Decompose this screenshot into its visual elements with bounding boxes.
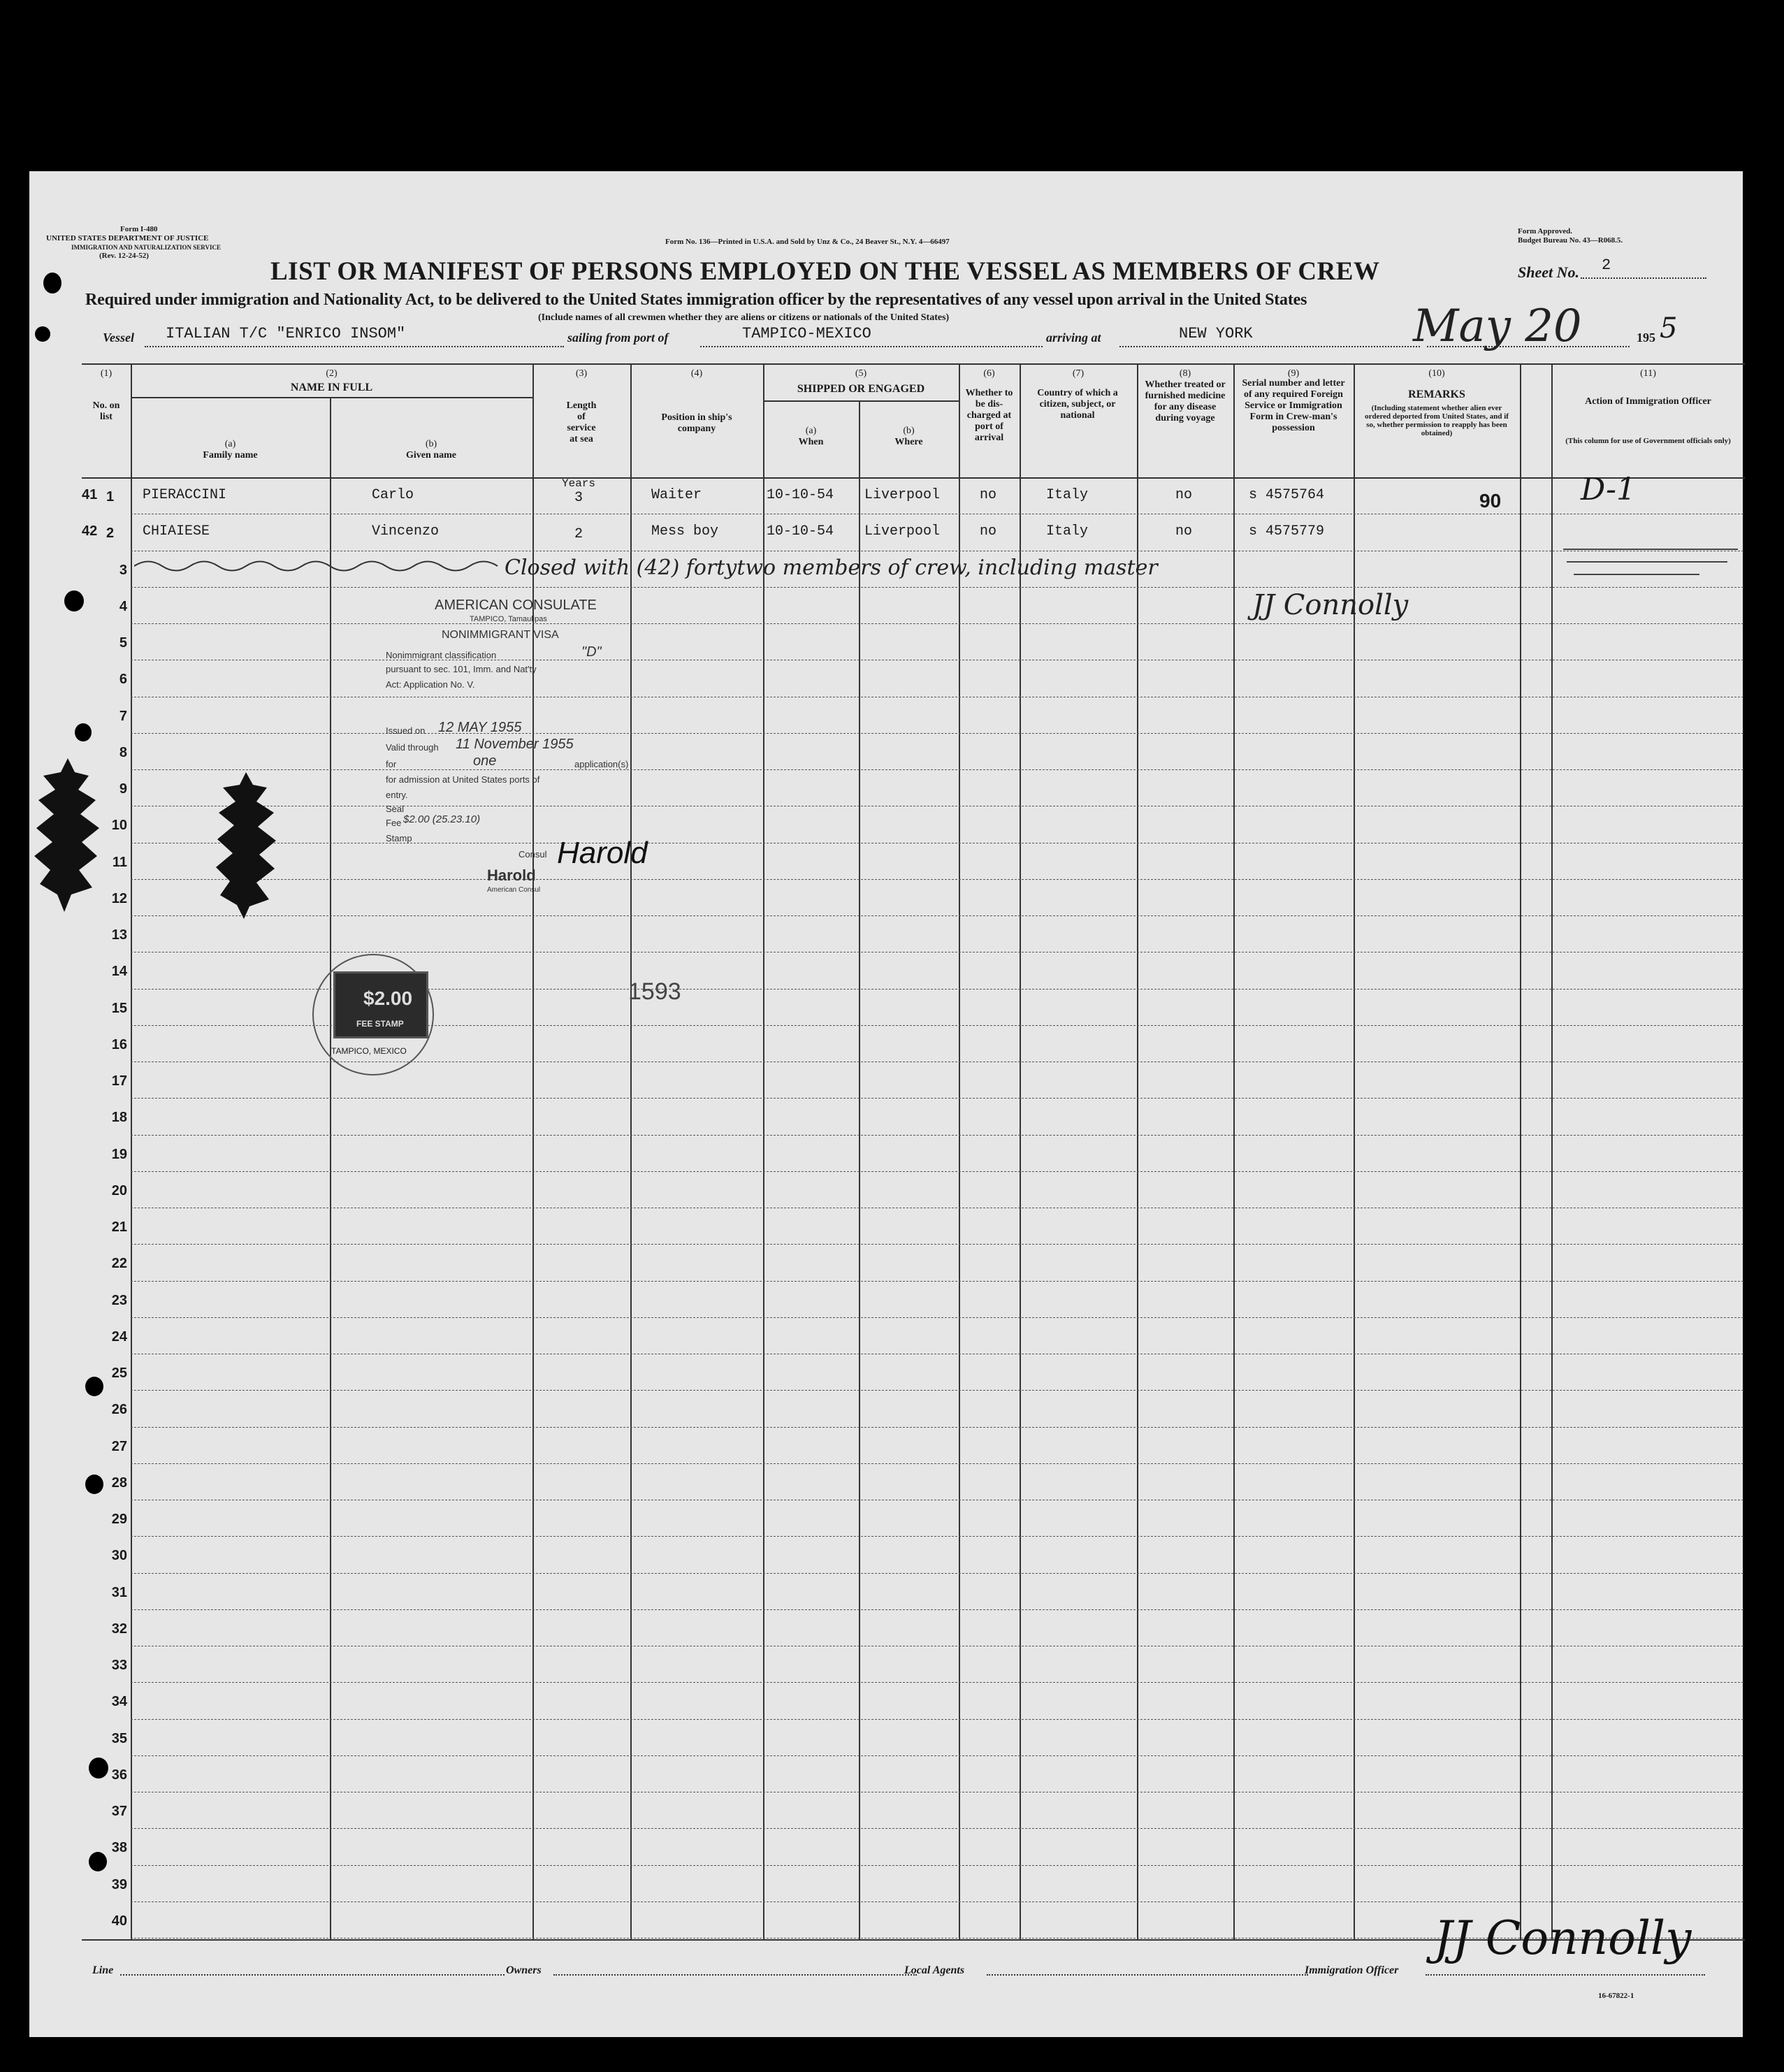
stamp-for-value: one [473, 753, 497, 769]
col-8-number: (8) [1179, 368, 1191, 379]
officer-signature: JJ Connolly [1434, 1911, 1692, 1965]
service-length: 2 [574, 526, 583, 543]
line-number: 36 [111, 1767, 127, 1783]
col-4-number: (4) [690, 368, 703, 379]
col-2-number: (2) [326, 368, 338, 379]
col-5-header: SHIPPED OR ENGAGED [797, 383, 925, 395]
col-1-header: No. on list [92, 400, 120, 422]
col-10-note: (Including statement whether alien ever ordered deported from United States, and if so, whether permission to reapply has been obtained) [1365, 404, 1509, 437]
position: Mess boy [651, 523, 719, 540]
line-number: 29 [111, 1512, 127, 1527]
line-number: 17 [111, 1073, 127, 1089]
row-rule [131, 1135, 1743, 1136]
table-top-border [82, 363, 1745, 365]
row-rule [131, 1427, 1743, 1428]
row-margin-number: 41 [82, 487, 98, 502]
col-5b-number: (b) [903, 426, 915, 436]
stamp-entry: entry. [386, 790, 408, 800]
line-number: 10 [111, 818, 127, 834]
line-number: 18 [111, 1110, 127, 1126]
row-rule [131, 1098, 1743, 1099]
stamp-valid-value: 11 November 1955 [456, 737, 574, 752]
line-number: 16 [111, 1036, 127, 1052]
country: Italy [1046, 487, 1089, 503]
position: Waiter [651, 487, 702, 503]
stamp-title: AMERICAN CONSULATE [435, 597, 597, 613]
stamp-visa: NONIMMIGRANT VISA [442, 629, 559, 641]
row-rule [131, 1755, 1743, 1756]
row-rule [131, 1171, 1743, 1172]
shipped-when: 10-10-54 [767, 523, 834, 540]
ink-blot-right [215, 772, 277, 919]
line-number: 21 [111, 1219, 127, 1235]
sailing-value: TAMPICO-MEXICO [742, 325, 871, 342]
col-7-header: Country of which a citizen, subject, or national [1037, 388, 1118, 421]
row-rule [131, 1573, 1743, 1574]
line-number: 14 [111, 964, 127, 980]
row-rule [131, 1536, 1743, 1537]
stamp-seal: Seal [386, 804, 405, 814]
medicine: no [1175, 523, 1193, 540]
col-2b-number: (b) [425, 439, 437, 449]
col-10-number: (10) [1428, 368, 1445, 379]
approval-line-1: Form Approved. [1518, 227, 1573, 236]
col-3-header: Length of service at sea [566, 400, 597, 444]
stamp-applications: application(s) [574, 759, 629, 769]
line-number: 3 [119, 562, 127, 578]
row-rule [131, 587, 1743, 588]
col-3-number: (3) [575, 368, 588, 379]
line-number: 23 [111, 1292, 127, 1308]
stamp-fee-value: $2.00 (25.23.10) [403, 813, 481, 825]
discharged: no [980, 487, 997, 503]
row-rule [131, 733, 1743, 734]
line-number: 30 [111, 1548, 127, 1564]
row-rule [131, 1609, 1743, 1610]
row-rule [131, 1281, 1743, 1282]
row-rule [131, 1463, 1743, 1464]
row-rule [131, 1682, 1743, 1683]
sheet-value: 2 [1602, 256, 1611, 274]
approval-line-2: Budget Bureau No. 43—R068.5. [1518, 236, 1623, 245]
row-rule [131, 623, 1743, 624]
col-7-number: (7) [1072, 368, 1085, 379]
service-unit: Years [562, 477, 596, 490]
row-margin-number: 42 [82, 523, 98, 539]
fee-stamp [333, 971, 428, 1038]
stamp-consul-title: American Consul [487, 886, 541, 894]
col-10-header: REMARKS [1408, 389, 1465, 400]
footer-agents-label: Local Agents [904, 1964, 965, 1976]
sheet-label: Sheet No. [1518, 263, 1579, 281]
row-number: 2 [106, 526, 115, 542]
revision-date: (Rev. 12-24-52) [99, 252, 149, 260]
line-number: 9 [119, 781, 127, 797]
row-rule [131, 1317, 1743, 1318]
serial-number: s 4575764 [1249, 487, 1325, 503]
stamp-issued-value: 12 MAY 1955 [438, 720, 522, 735]
row-rule [131, 1390, 1743, 1391]
stamp-number: 1593 [628, 978, 681, 1005]
row-rule [131, 1719, 1743, 1720]
col-4-header: Position in ship's company [661, 412, 732, 434]
stamp-classification-label: Nonimmigrant classification [386, 650, 497, 660]
line-number: 4 [119, 598, 127, 614]
line-number: 25 [111, 1365, 127, 1381]
vessel-field [145, 325, 564, 347]
col-2-header: NAME IN FULL [290, 382, 373, 393]
row-rule [131, 1244, 1743, 1245]
stamp-pursuant: pursuant to sec. 101, Imm. and Nat'ty [386, 664, 537, 674]
line-number: 5 [119, 635, 127, 651]
family-name: CHIAIESE [143, 523, 210, 540]
stamp-stamp-label: Stamp [386, 833, 412, 843]
shipped-when: 10-10-54 [767, 487, 834, 503]
col-5a-header: When [798, 437, 824, 447]
line-number: 11 [112, 854, 127, 870]
vessel-value: ITALIAN T/C "ENRICO INSOM" [166, 325, 406, 342]
col-11-number: (11) [1640, 368, 1656, 379]
line-number: 37 [111, 1804, 127, 1819]
printer-line: Form No. 136—Printed in U.S.A. and Sold by Unz & Co., 24 Beaver St., N.Y. 4—66497 [665, 238, 950, 246]
col-6-header: Whether to be dis-charged at port of arrival [965, 388, 1013, 443]
sailing-label: sailing from port of [567, 331, 669, 345]
stamp-valid-label: Valid through [386, 742, 439, 753]
row-number: 1 [106, 489, 115, 505]
footer-code: 16-67822-1 [1598, 1992, 1634, 2000]
col-2a-number: (a) [224, 439, 236, 449]
line-number: 31 [111, 1584, 127, 1600]
wavy-strike-left [134, 556, 512, 577]
line-number: 13 [111, 927, 127, 943]
stamp-city: TAMPICO, Tamaulipas [470, 615, 547, 623]
line-number: 20 [111, 1182, 127, 1198]
country: Italy [1046, 523, 1089, 540]
col-1-number: (1) [100, 368, 113, 379]
inclusion-note: (Include names of all crewmen whether they are aliens or citizens or nationals of the United States) [538, 312, 950, 323]
ink-blot-left [33, 758, 103, 912]
shipped-where: Liverpool [864, 523, 941, 540]
col-9-number: (9) [1287, 368, 1300, 379]
line-number: 32 [111, 1621, 127, 1637]
arriving-value: NEW YORK [1179, 325, 1253, 342]
action: D-1 [1581, 472, 1636, 507]
line-number: 22 [111, 1256, 127, 1272]
family-name: PIERACCINI [143, 487, 227, 503]
col-5a-number: (a) [805, 426, 817, 436]
seal-ring-text: TAMPICO, MEXICO [331, 1046, 407, 1056]
footer-officer-label: Immigration Officer [1305, 1964, 1399, 1976]
footer-line-label: Line [92, 1964, 114, 1976]
date-value: May 20 [1413, 300, 1582, 352]
col-6-number: (6) [983, 368, 995, 379]
row-rule [131, 769, 1743, 770]
sailing-field [700, 325, 1043, 347]
line-number: 34 [111, 1694, 127, 1710]
stamp-consul-label: Consul [518, 849, 547, 860]
col-5b-header: Where [894, 437, 923, 447]
line-number: 15 [111, 1000, 127, 1016]
vessel-label: Vessel [103, 331, 134, 345]
col-11-header: Action of Immigration Officer [1585, 396, 1711, 407]
department-line-2: IMMIGRATION AND NATURALIZATION SERVICE [71, 244, 221, 251]
consul-signature: Harold [557, 836, 648, 870]
line-number: 8 [119, 744, 127, 760]
stamp-consul-name: Harold [487, 867, 536, 884]
shipped-where: Liverpool [864, 487, 941, 503]
year-suffix: 5 [1660, 312, 1678, 345]
row-rule [131, 915, 1743, 916]
stamp-act: Act: Application No. V. [386, 679, 475, 690]
line-number: 26 [111, 1402, 127, 1418]
line-number: 33 [111, 1658, 127, 1673]
discharged: no [980, 523, 997, 540]
line-number: 35 [111, 1730, 127, 1746]
col-2a-header: Family name [203, 450, 258, 461]
fee-stamp-text: FEE STAMP [356, 1019, 404, 1029]
row-rule [131, 879, 1743, 880]
line-number: 24 [111, 1328, 127, 1345]
serial-number: s 4575779 [1249, 523, 1325, 540]
given-name: Vincenzo [372, 523, 440, 540]
fee-stamp-amount: $2.00 [363, 987, 413, 1009]
line-number: 6 [119, 672, 127, 688]
line-number: 27 [111, 1438, 127, 1454]
row-rule [131, 1865, 1743, 1866]
arriving-field [1119, 325, 1420, 347]
service-length: 3 [574, 490, 583, 506]
line-number: 40 [111, 1913, 127, 1929]
line-number: 12 [111, 890, 127, 906]
page-title: LIST OR MANIFEST OF PERSONS EMPLOYED ON THE VESSEL AS MEMBERS OF CREW [270, 257, 1380, 286]
year-prefix: 195 [1637, 331, 1655, 345]
consulate-visa-stamp [386, 594, 665, 894]
col-8-header: Whether treated or furnished medicine for any disease during voyage [1145, 379, 1226, 423]
remarks: 90 [1479, 490, 1502, 512]
medicine: no [1175, 487, 1193, 503]
col-11-note: (This column for use of Government officials only) [1565, 437, 1731, 445]
line-number: 38 [111, 1840, 127, 1856]
footer-owners-label: Owners [506, 1964, 542, 1976]
given-name: Carlo [372, 487, 414, 503]
line-number: 28 [111, 1475, 127, 1491]
stamp-issued-label: Issued on [386, 725, 426, 736]
subtitle: Required under immigration and Nationality Act, to be delivered to the United States immigration officer by the representatives of any vessel upon arrival in the United States [85, 291, 1307, 309]
col-5-number: (5) [855, 368, 867, 379]
closed-note: Closed with (42) fortytwo members of crew, including master [505, 556, 1158, 580]
row-rule [131, 1828, 1743, 1829]
stamp-classification-value: "D" [581, 644, 602, 660]
col-9-header: Serial number and letter of any required Foreign Service or Immigration Form in Crew-man's possession [1242, 378, 1345, 433]
line-number: 19 [111, 1146, 127, 1162]
manifest-sheet [29, 171, 1743, 2037]
row-rule [131, 1901, 1743, 1902]
department-line-1: UNITED STATES DEPARTMENT OF JUSTICE [46, 234, 209, 242]
header-bottom-border [82, 477, 1745, 479]
arriving-label: arriving at [1046, 331, 1101, 345]
initials-signature: JJ Connolly [1252, 589, 1409, 621]
stamp-fee-label: Fee [386, 818, 402, 828]
stamp-for-label: for [386, 759, 397, 769]
sheet-field [1581, 256, 1706, 279]
line-number: 7 [119, 708, 127, 724]
form-number: Form I-480 [120, 225, 158, 233]
col-2b-header: Given name [406, 450, 456, 461]
line-number: 39 [111, 1876, 127, 1892]
stamp-admission: for admission at United States ports of [386, 774, 540, 785]
